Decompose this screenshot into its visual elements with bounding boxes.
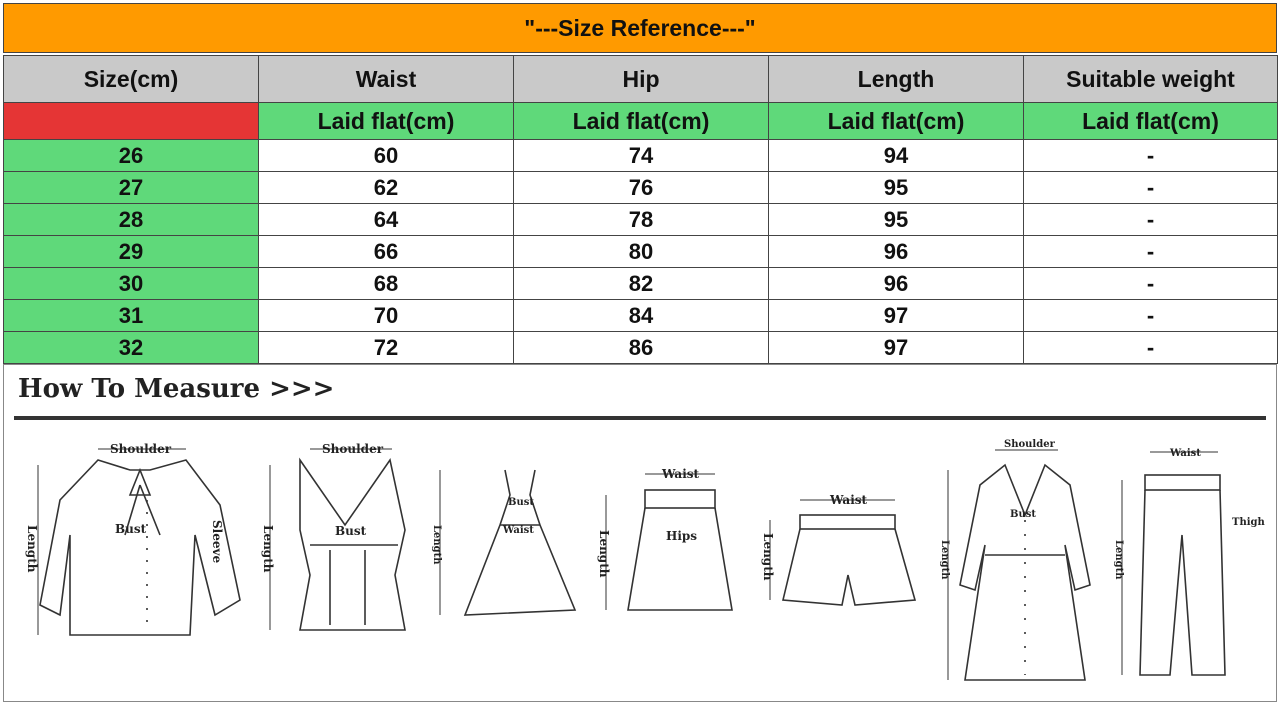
skirt-diagram [628,490,732,610]
length-label: Length [939,540,950,580]
table-row [4,300,1278,332]
weight-cell: - [1024,300,1278,332]
size-cell: 27 [4,172,259,204]
size-cell: 30 [4,268,259,300]
length-label: Length [431,525,442,565]
length-label: Length [597,530,611,578]
header-size: Size(cm) [4,56,259,103]
shorts-diagram [783,515,915,605]
hip-cell: 80 [514,236,769,268]
table-row [4,204,1278,236]
length-label: Length [1113,540,1124,580]
header-hip: Hip [514,56,769,103]
table-row [4,172,1278,204]
table-row [4,236,1278,268]
length-label: Length [261,525,275,573]
length-label: Length [761,533,775,581]
table-row [4,268,1278,300]
weight-cell: - [1024,140,1278,172]
length-cell: 97 [769,332,1024,364]
length-cell: 96 [769,236,1024,268]
table-row [4,140,1278,172]
length-cell: 94 [769,140,1024,172]
size-cell: 29 [4,236,259,268]
header-length: Length [769,56,1024,103]
waist-cell: 70 [259,300,514,332]
header-row [4,56,1278,103]
bust-label: Bust [1010,509,1036,520]
hip-cell: 76 [514,172,769,204]
header-weight: Suitable weight [1024,56,1278,103]
weight-cell: - [1024,204,1278,236]
coat-diagram [960,465,1090,680]
measurement-diagrams [0,425,1280,695]
waist-cell: 62 [259,172,514,204]
weight-cell: - [1024,268,1278,300]
thigh-label: Thigh [1232,517,1265,528]
jeans-diagram [1140,475,1225,675]
hip-cell: 82 [514,268,769,300]
waist-cell: 64 [259,204,514,236]
length-cell: 97 [769,300,1024,332]
length-cell: 95 [769,172,1024,204]
waist-label: Waist [1170,448,1201,459]
shoulder-label: Shoulder [322,442,384,456]
tank-top-diagram [300,460,405,630]
shoulder-label: Shoulder [1004,439,1055,450]
header-waist: Waist [259,56,514,103]
length-label: Length [25,525,39,573]
bust-label: Bust [508,497,534,508]
waist-cell: 72 [259,332,514,364]
size-cell: 26 [4,140,259,172]
size-cell: 32 [4,332,259,364]
weight-cell: - [1024,172,1278,204]
subheader-length: Laid flat(cm) [769,103,1024,140]
subheader-waist: Laid flat(cm) [259,103,514,140]
how-to-measure-heading: How To Measure >>> [18,374,335,404]
hip-cell: 74 [514,140,769,172]
dress-diagram [465,470,575,615]
length-cell: 95 [769,204,1024,236]
waist-cell: 68 [259,268,514,300]
subheader-weight: Laid flat(cm) [1024,103,1278,140]
weight-cell: - [1024,236,1278,268]
length-cell: 96 [769,268,1024,300]
shoulder-label: Shoulder [110,442,172,456]
bust-label: Bust [335,524,367,538]
hip-cell: 84 [514,300,769,332]
blouse-diagram [40,460,240,635]
subheader-hip: Laid flat(cm) [514,103,769,140]
waist-cell: 60 [259,140,514,172]
hips-label: Hips [666,529,698,543]
subheader-row [4,103,1278,140]
hip-cell: 78 [514,204,769,236]
size-reference-title: "---Size Reference---" [3,3,1277,53]
divider [14,416,1266,420]
waist-label: Waist [503,525,534,536]
sleeve-label: Sleeve [210,520,224,564]
size-cell: 31 [4,300,259,332]
size-cell: 28 [4,204,259,236]
waist-cell: 66 [259,236,514,268]
table-row [4,332,1278,364]
subheader-size [4,103,259,140]
hip-cell: 86 [514,332,769,364]
waist-label: Waist [830,493,868,507]
bust-label: Bust [115,522,147,536]
size-table [3,55,1278,364]
weight-cell: - [1024,332,1278,364]
waist-label: Waist [662,467,700,481]
